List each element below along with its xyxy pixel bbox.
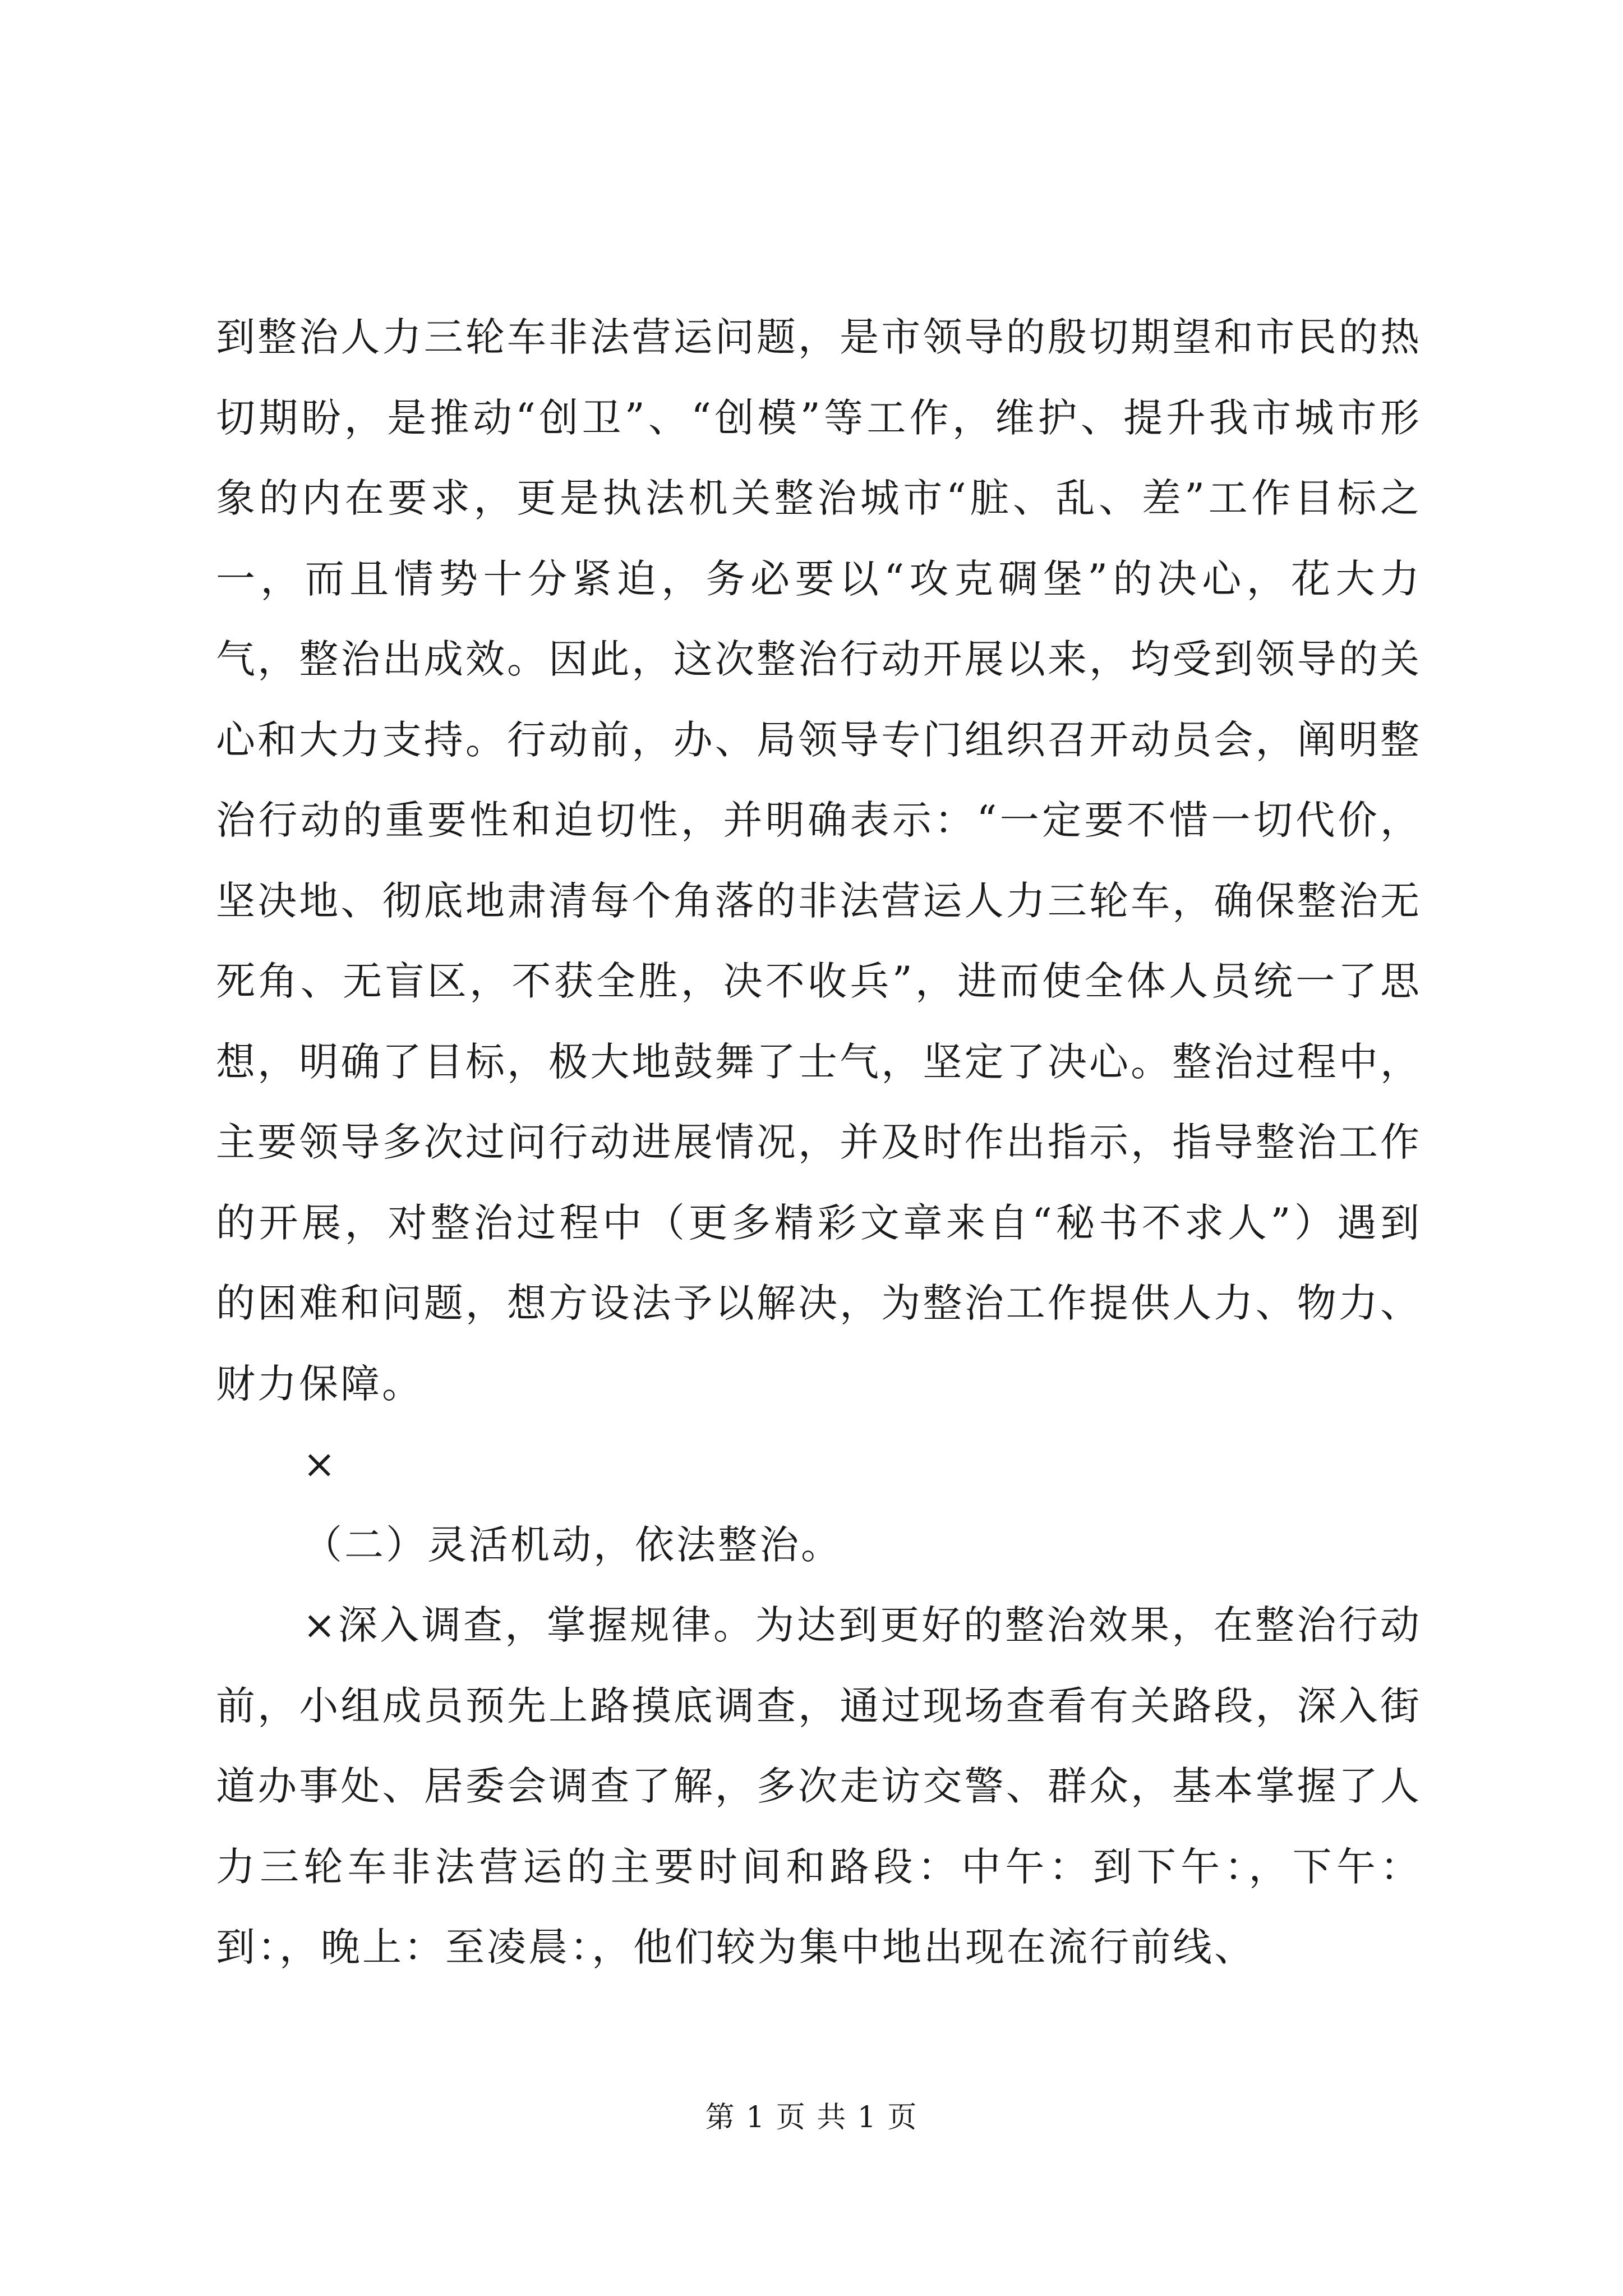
paragraph-leadership-support: 到整治人力三轮车非法营运问题，是市领导的殷切期望和市民的热切期盼，是推动“创卫”、“创模”等工作，维护、提升我市城市形象的内在要求，更是执法机关整治城市“脏、乱、差”工作目标之一，而且情势十分紧迫，务必要以“攻克碉堡”的决心，花大力气，整治出成效。因此，这次整治行动开展以来，均受到领导的关心和大力支持。行动前，办、局领导专门组织召开动员会，阐明整治行动的重要性和迫切性，并明确表示：“一定要不惜一切代价，坚决地、彻底地肃清每个角落的非法营运人力三轮车，确保整治无死角、无盲区，不获全胜，决不收兵”，进而使全体人员统一了思想，明确了目标，极大地鼓舞了士气，坚定了决心。整治过程中，主要领导多次过问行动进展情况，并及时作出指示，指导整治工作的开展，对整治过程中（更多精彩文章来自“秘书不求人”）遇到的困难和问题，想方设法予以解决，为整治工作提供人力、物力、财力保障。 <box>216 314 1422 1407</box>
document-body <box>216 297 1422 1988</box>
page-footer: 第 1 页 共 1 页 <box>705 2101 918 2134</box>
section-heading-flexible-enforcement: （二）灵活机动，依法整治。 <box>303 1521 842 1568</box>
paragraph-investigation: ×深入调查，掌握规律。为达到更好的整治效果，在整治行动前，小组成员预先上路摸底调查，通过现场查看有关路段，深入街道办事处、居委会调查了解，多次走访交警、群众，基本掌握了人力三轮车非法营运的主要时间和路段：中午：到下午：，下午：到：，晚上：至凌晨：，他们较为集中地出现在流行前线、 <box>216 1602 1422 1970</box>
paragraph-cross-mark: × <box>303 1441 338 1487</box>
